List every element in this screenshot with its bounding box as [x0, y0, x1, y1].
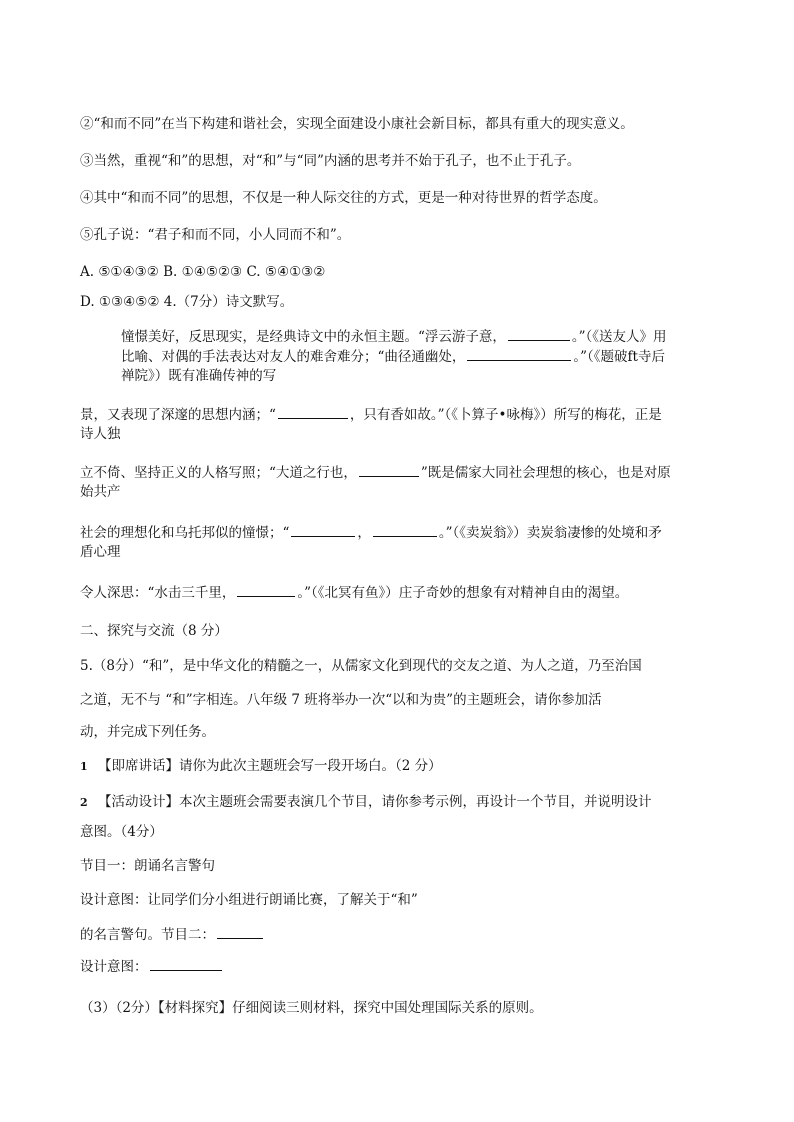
- answer-options-1: A. ⑤①④③② B. ①④⑤②③ C. ⑤④①③②: [80, 264, 326, 280]
- fill-blank[interactable]: [150, 956, 222, 971]
- fill-blank[interactable]: [467, 346, 571, 361]
- intent-1: 设计意图：让同学们分小组进行朗诵比赛，了解关于“和”: [80, 892, 418, 908]
- answer-options-2: D. ①③④⑤② 4.（7分）诗文默写。: [80, 294, 294, 310]
- fill-blank[interactable]: [359, 462, 419, 477]
- sentence-3: ③当然，重视“和”的思想，对“和”与“同”内涵的思考并不始于孔子，也不止于孔子。: [80, 153, 581, 169]
- fill-blank[interactable]: [237, 582, 295, 597]
- sentence-4: ④其中“和而不同”的思想，不仅是一种人际交往的方式，更是一种对待世界的哲学态度。: [80, 190, 607, 206]
- q4-line-g: 始共产: [80, 484, 121, 500]
- fill-blank[interactable]: [217, 924, 263, 939]
- q4-line-j: 令人深思：“水击三千里， 。”（《北冥有鱼》）庄子奇妙的想象有对精神自由的渴望。: [80, 582, 734, 603]
- q5-line-c: 动，并完成下列任务。: [80, 724, 215, 740]
- task-1: 1 【即席讲话】请你为此次主题班会写一段开场白。（2 分）: [80, 756, 734, 777]
- q4-line-e: 诗人独: [80, 426, 121, 442]
- fill-blank[interactable]: [373, 522, 437, 537]
- fill-blank[interactable]: [508, 326, 570, 341]
- intent-2: 设计意图：: [80, 956, 734, 977]
- q4-line-a: 憧憬美好，反思现实，是经典诗文中的永恒主题。“浮云游子意， 。”（《送友人》用: [121, 326, 734, 347]
- task-3: （3）（2分）【材料探究】仔细阅读三则材料，探究中国处理国际关系的原则。: [80, 1000, 543, 1016]
- q4-line-b: 比喻、对偶的手法表达对友人的难舍难分；“曲径通幽处， 。”（《题破ft寺后: [121, 346, 734, 367]
- q5-line-a: 5.（8分）“和”，是中华文化的精髓之一，从儒家文化到现代的交友之道、为人之道，乃至治国: [80, 658, 642, 674]
- sentence-2: ②“和而不同”在当下构建和谐社会，实现全面建设小康社会新目标，都具有重大的现实意义。: [80, 116, 634, 132]
- task-2-cont: 意图。（4分）: [80, 824, 163, 840]
- section-2-heading: 二、探究与交流（8 分）: [80, 623, 228, 639]
- q4-line-i: 盾心理: [80, 544, 121, 560]
- q4-line-f: 立不倚、坚持正义的人格写照；“大道之行也， ”既是儒家大同社会理想的核心，也是对原: [80, 462, 734, 483]
- q4-line-d: 景，又表现了深邃的思想内涵；“ ，只有香如故。”（《卜算子•咏梅》）所写的梅花，正是: [80, 404, 734, 425]
- sentence-5: ⑤孔子说：“君子和而不同，小人同而不和”。: [80, 227, 351, 243]
- task-number: 1: [80, 760, 88, 773]
- program-1: 节目一：朗诵名言警句: [80, 858, 215, 874]
- task-2: 2 【活动设计】本次主题班会需要表演几个节目，请你参考示例，再设计一个节目，并说明设计: [80, 792, 734, 813]
- fill-blank[interactable]: [291, 522, 355, 537]
- fill-blank[interactable]: [278, 404, 348, 419]
- q4-line-c: 禅院》）既有准确传神的写: [121, 368, 277, 384]
- q4-line-h: 社会的理想化和乌托邦似的憧憬；“ ， 。”（《卖炭翁》）卖炭翁凄惨的处境和矛: [80, 522, 734, 543]
- q5-line-b: 之道，无不与 “和”字相连。八年级 7 班将举办一次“以和为贵”的主题班会，请你参加活: [80, 692, 602, 708]
- program-2: 的名言警句。节目二：: [80, 924, 734, 945]
- task-number: 2: [80, 796, 88, 809]
